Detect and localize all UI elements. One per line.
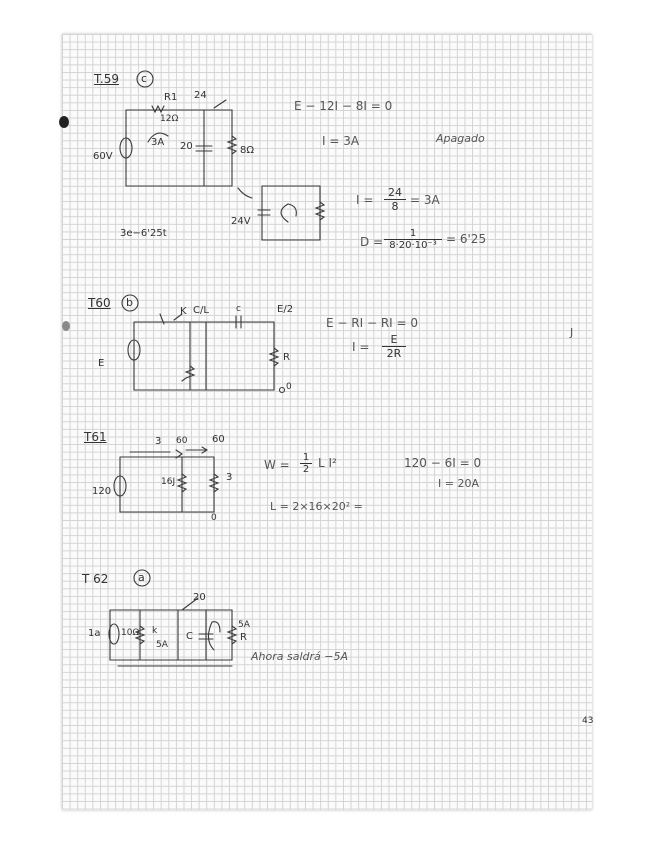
inductor-t60 <box>182 366 194 381</box>
label-r-t60: R <box>283 352 290 363</box>
exponential-response: 3e−6'25t <box>120 228 167 239</box>
problem-title-t62: T 62 <box>82 572 109 586</box>
label-5a-right: 5A <box>238 620 250 630</box>
label-k-t60: K <box>180 306 187 317</box>
discharge-current-arrow <box>281 204 296 222</box>
note-t62: Ahora saldrá −5A <box>251 650 348 663</box>
problem-title-t59: T.59 <box>94 72 119 86</box>
equation-w-lhs: W = <box>264 458 290 472</box>
equation-w-fraction <box>300 452 312 475</box>
page-number: 43 <box>582 716 594 726</box>
margin-mark-t60: J <box>570 326 574 339</box>
circuit-t62 <box>109 570 236 666</box>
label-3-top-t61: 3 <box>155 436 162 447</box>
problem-title-t61: T61 <box>84 430 107 444</box>
label-cap-20: 20 <box>180 141 193 152</box>
circuit-t59 <box>120 71 324 240</box>
label-node-0-t61: 0 <box>211 513 217 523</box>
label-k-t62: k <box>152 626 158 636</box>
answer-letter-t60: b <box>126 296 133 309</box>
label-c-t60: c <box>236 304 241 314</box>
label-24-top: 24 <box>194 90 207 101</box>
inner-branches-t60 <box>190 322 206 390</box>
equation-d-fraction <box>384 228 442 251</box>
fraction-denominator: 8·20·10⁻³ <box>389 240 437 251</box>
label-source-120: 120 <box>92 486 112 497</box>
label-r1: R1 <box>164 92 178 103</box>
answer-letter-t62: a <box>138 571 145 584</box>
note-apagado: Apagado <box>436 132 485 145</box>
transition-arrow-t59 <box>238 188 252 198</box>
equation-i-lhs-t59: I = <box>356 193 374 207</box>
label-16j: 16J <box>161 477 176 487</box>
discharge-loop <box>262 186 320 240</box>
equation-l: L = 2×16×20² = <box>270 500 363 513</box>
label-c-t62: C <box>186 631 193 642</box>
loop-t60 <box>134 322 274 390</box>
equation-kvl-t60: E − RI − RI = 0 <box>326 316 419 330</box>
label-60-b: 60 <box>212 434 225 445</box>
current-arrow-60 <box>186 447 207 453</box>
current-loop-t62 <box>208 622 220 650</box>
equation-i-rhs-t59: = 3A <box>410 193 440 207</box>
label-r-t62: R <box>240 632 247 643</box>
resistor-12 <box>152 106 164 112</box>
label-60-a: 60 <box>176 436 188 446</box>
fraction-denominator: 8 <box>391 200 399 213</box>
problem-title-t60: T60 <box>88 296 111 310</box>
equation-d-rhs: = 6'25 <box>446 232 487 246</box>
fraction-numerator: 1 <box>300 452 312 464</box>
equation-current-t59: I = 3A <box>322 134 360 148</box>
fraction-numerator: 1 <box>384 228 442 240</box>
fraction-denominator: 2R <box>386 347 402 360</box>
label-source-e: E <box>98 358 105 369</box>
branches-t62 <box>140 610 206 660</box>
equation-kvl-t61: 120 − 6I = 0 <box>404 456 482 470</box>
fraction-numerator: 24 <box>384 186 406 200</box>
label-20-t62: 20 <box>193 592 206 603</box>
label-8-ohm: 8Ω <box>240 145 255 156</box>
equation-d-lhs: D = <box>360 235 384 249</box>
label-e-half: E/2 <box>277 304 294 315</box>
discharge-capacitor <box>258 210 270 215</box>
label-r10: 10Ω <box>121 628 140 638</box>
label-r3-t61: 3 <box>226 472 233 483</box>
node-0-t60 <box>280 388 285 393</box>
equation-i-fraction-t59 <box>384 186 406 213</box>
label-5a-left: 5A <box>156 640 168 650</box>
label-c-over-l: C/L <box>193 305 209 316</box>
label-3a: 3A <box>151 137 165 148</box>
label-12-ohm: 12Ω <box>160 114 179 124</box>
equation-current-t61: I = 20A <box>438 477 479 490</box>
equation-w-rhs: L I² <box>318 456 337 470</box>
equation-kvl-t59: E − 12I − 8I = 0 <box>294 99 393 113</box>
label-source-1a: 1a <box>88 628 101 639</box>
fraction-denominator: 2 <box>302 464 310 475</box>
answer-letter-t59: c <box>141 72 148 85</box>
fraction-numerator: E <box>382 333 406 347</box>
loop-t59 <box>126 110 232 186</box>
label-24v: 24V <box>231 216 251 227</box>
switch-t59 <box>214 100 226 108</box>
label-node-0-t60: 0 <box>286 382 292 392</box>
label-60v: 60V <box>93 151 113 162</box>
equation-i-lhs-t60: I = <box>352 340 370 354</box>
equation-i-fraction-t60 <box>382 333 406 360</box>
